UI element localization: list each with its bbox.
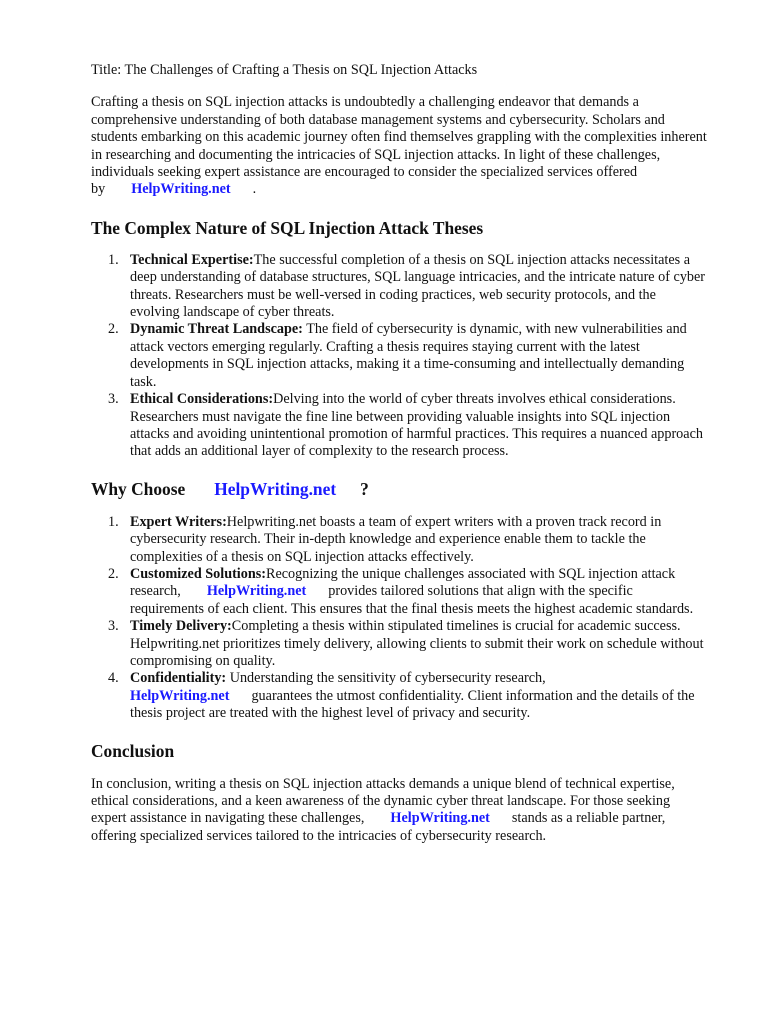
item-term: Technical Expertise:	[130, 251, 254, 268]
why-choose-text: Why Choose	[91, 478, 186, 499]
item-helpwriting-link[interactable]: HelpWriting.net	[130, 687, 230, 704]
item-term: Customized Solutions:	[130, 565, 266, 582]
section1-list	[91, 252, 708, 461]
conclusion-helpwriting-link[interactable]: HelpWriting.net	[390, 810, 490, 827]
item-term: Timely Delivery:	[130, 618, 232, 635]
list-item	[91, 252, 708, 322]
list-number: 1.	[108, 513, 119, 530]
list-item	[91, 514, 708, 566]
intro-helpwriting-link[interactable]: HelpWriting.net	[131, 181, 231, 198]
conclusion-heading: Conclusion	[91, 740, 175, 761]
section2-list	[91, 514, 708, 723]
item-text: The successful completion of a thesis on SQL injection attacks necessitates a deep understanding of database structures, SQL language intricacies, and the intricate nature of cyber threats. Researchers must be well-versed in coding practices, web security protocols, and the evolving landscape of cyber threats.	[130, 251, 706, 321]
conclusion-text-after: stands as a reliable partner, offering specialized services tailored to the intricacies of cybersecurity research.	[91, 810, 666, 844]
conclusion-text-before: In conclusion, writing a thesis on SQL injection attacks demands a unique blend of technical expertise, ethical considerations, and a keen awareness of the dynamic cyber threat landscape. For those seeking expert assistance in navigating these challenges,	[91, 775, 675, 827]
list-item	[91, 618, 708, 670]
item-text-after: provides tailored solutions that align with the specific requirements of each client. This ensures that the final thesis meets the highest academic standards.	[130, 583, 694, 617]
item-text: The field of cybersecurity is dynamic, with new vulnerabilities and attack vectors emerging regularly. Crafting a thesis requires staying current with the latest developments in SQL injection attacks, making it a time-consuming and intellectually demanding task.	[130, 321, 687, 390]
item-term: Dynamic Threat Landscape:	[130, 321, 303, 338]
list-item	[91, 321, 708, 391]
list-item	[91, 391, 708, 461]
list-number: 1.	[108, 251, 119, 268]
intro-end: .	[252, 181, 257, 198]
list-number: 3.	[108, 618, 119, 635]
list-number: 3.	[108, 391, 119, 408]
item-text: Delving into the world of cyber threats involves ethical considerations. Researchers must navigate the fine line between providing valuable insights into SQL injection attacks and avoiding unintentional promotion of harmful practices. This requires a nuanced approach that adds an additional layer of complexity to the research process.	[130, 391, 703, 460]
item-text: Completing a thesis within stipulated timelines is crucial for academic success. Helpwriting.net prioritizes timely delivery, allowing clients to submit their work on schedule without compromising on quality.	[130, 618, 704, 669]
conclusion-paragraph	[91, 776, 708, 846]
list-item	[91, 566, 708, 618]
section1-heading: The Complex Nature of SQL Injection Attack Theses	[91, 217, 484, 238]
item-text-before: Recognizing the unique challenges associated with SQL injection attack research,	[130, 565, 676, 600]
heading-helpwriting-link[interactable]: HelpWriting.net	[214, 478, 337, 499]
item-term: Ethical Considerations:	[130, 391, 274, 408]
item-text-before: Understanding the sensitivity of cybersecurity research,	[229, 670, 546, 687]
item-text-after: guarantees the utmost confidentiality. Client information and the details of the thesis project are treated with the highest level of privacy and security.	[130, 687, 695, 722]
item-helpwriting-link[interactable]: HelpWriting.net	[206, 583, 307, 600]
item-term: Confidentiality:	[130, 670, 227, 687]
intro-paragraph	[91, 94, 708, 198]
intro-text: Crafting a thesis on SQL injection attacks is undoubtedly a challenging endeavor that demands a comprehensive understanding of both database management systems and cybersecurity. Scholars and students embarking on this academic journey often find themselves grappling with the complexities inherent in researching and documenting the intricacies of SQL injection attacks. In light of these challenges, individuals seeking expert assistance are encouraged to consider the specialized services offered by	[91, 94, 707, 198]
list-number: 4.	[108, 670, 119, 687]
list-item	[91, 670, 708, 722]
item-text: Helpwriting.net boasts a team of expert writers with a proven track record in cybersecurity research. Their in-depth knowledge and experience enable them to tackle the complexities of a thesis on SQL injection attacks effectively.	[130, 513, 662, 565]
list-number: 2.	[108, 565, 119, 582]
document-title: Title: The Challenges of Crafting a Thesis on SQL Injection Attacks	[91, 62, 478, 78]
item-term: Expert Writers:	[130, 513, 227, 530]
heading-question-mark: ?	[360, 478, 369, 499]
section2-heading	[91, 478, 708, 500]
list-number: 2.	[108, 321, 119, 338]
